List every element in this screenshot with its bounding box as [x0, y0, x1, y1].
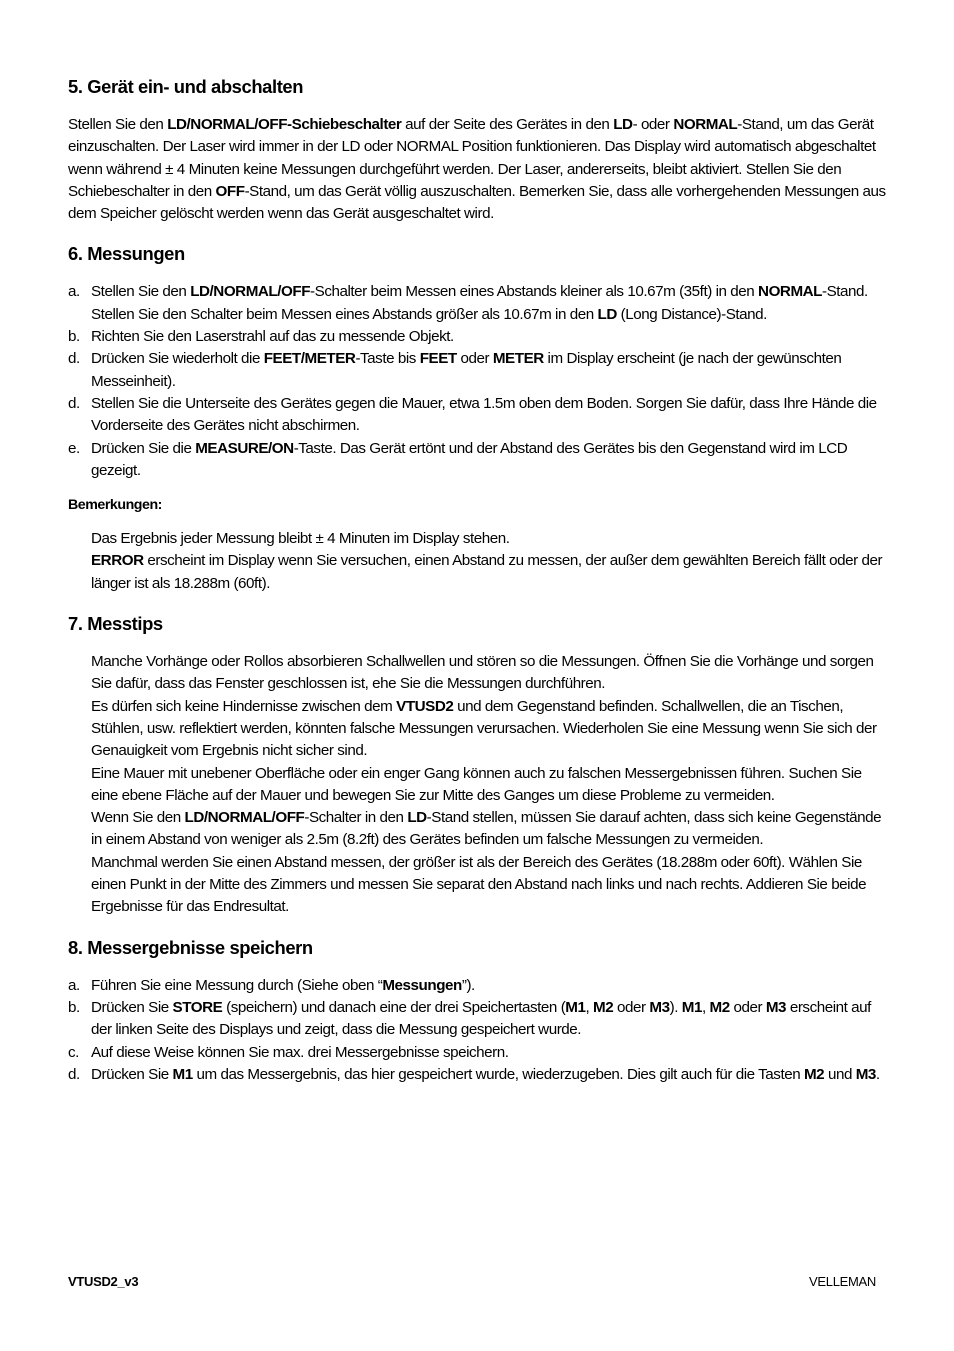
list-item: d. Drücken Sie wiederholt die FEET/METER-Taste bis FEET oder METER im Display erscheint (je nach der gewünschten Messeinheit). [68, 350, 842, 390]
section-5-paragraph: Stellen Sie den LD/NORMAL/OFF-Schiebeschalter auf der Seite des Gerätes in den LD- oder NORMAL-Stand, um das Gerät einzuschalten. Der Laser wird immer in der LD oder NORMAL Position funktionieren. Das Display wird automatisch abgeschaltet wenn während ± 4 Minuten keine Messungen durchgeführt werden. Der Laser, andererseits, bleibt aktiviert. Stellen Sie den Schiebeschalter in den OFF-Stand, um das Gerät völlig auszuschalten. Bemerken Sie, dass alle vorhergehenden Messungen aus dem Speicher gelöscht werden wenn das Gerät ausgeschaltet wird. [68, 116, 886, 223]
measurement-steps-list [68, 281, 888, 482]
list-item: c. Auf diese Weise können Sie max. drei Messergebnisse speichern. [68, 1043, 509, 1061]
list-item: b. Drücken Sie STORE (speichern) und danach eine der drei Speichertasten (M1, M2 oder M3). M1, M2 oder M3 erscheint auf der linken Seite des Displays und zeigt, dass die Messung gespeichert wurde. [68, 998, 871, 1039]
tip-paragraph: Manchmal werden Sie einen Abstand messen, der größer ist als der Bereich des Gerätes (18.288m oder 60ft). Wählen Sie einen Punkt in der Mitte des Zimmers und messen Sie separat den Abstand nach links und nach rechts. Addieren Sie beide Ergebnisse für das Endresultat. [91, 853, 867, 916]
list-item: a. Führen Sie eine Messung durch (Siehe oben “Messungen”). [68, 976, 475, 994]
list-item: e. Drücken Sie die MEASURE/ON-Taste. Das Gerät ertönt und der Abstand des Gerätes bis den Gegenstand wird im LCD gezeigt. [68, 439, 848, 479]
remarks-heading: Bemerkungen: [68, 497, 162, 514]
list-item: a. Stellen Sie den LD/NORMAL/OFF-Schalter beim Messen eines Abstands kleiner als 10.67m (35ft) in den NORMAL-Stand. Stellen Sie den Schalter beim Messen eines Abstands größer als 10.67m in den LD (Long Distance)-Stand. [68, 283, 868, 323]
list-item: d. Drücken Sie M1 um das Messergebnis, das hier gespeichert wurde, wiederzugeben. Dies gilt auch für die Tasten M2 und M3. [68, 1065, 880, 1083]
footer-doc-id: VTUSD2_v3 [68, 1274, 139, 1289]
list-item: b. Richten Sie den Laserstrahl auf das zu messende Objekt. [68, 328, 454, 346]
remark-text: ERROR erscheint im Display wenn Sie versuchen, einen Abstand zu messen, der außer dem gewählten Bereich fällt oder der länger ist als 18.288m (60ft). [91, 552, 883, 592]
tips-block [68, 651, 888, 919]
tip-paragraph: Eine Mauer mit unebener Oberfläche oder ein enger Gang können auch zu falschen Messergebnissen führen. Suchen Sie eine ebene Fläche auf der Mauer und bewegen Sie zur Mitte des Ganges um diese Probleme zu vermeiden. [91, 764, 862, 804]
section-5-heading: 5. Gerät ein- und abschalten [68, 76, 304, 97]
store-steps-list [68, 975, 888, 1086]
footer-brand: VELLEMAN [809, 1274, 876, 1289]
tip-paragraph: Es dürfen sich keine Hindernisse zwischen dem VTUSD2 und dem Gegenstand befinden. Schallwellen, die an Tischen, Stühlen, usw. reflektiert werden, könnten falsche Messungen verursachen. Wiederholen Sie eine Messung wenn Sie sich der Genauigkeit vom Ergebnis nicht sicher sind. [91, 697, 877, 760]
document-page [68, 72, 888, 1086]
remarks-block [68, 528, 888, 595]
section-6-heading: 6. Messungen [68, 243, 185, 265]
tip-paragraph: Wenn Sie den LD/NORMAL/OFF-Schalter in den LD-Stand stellen, müssen Sie darauf achten, dass sich keine Gegenstände in einem Abstand von weniger als 2.5m (8.2ft) des Gerätes befinden um falsche Messungen zu vermeiden. [91, 809, 882, 849]
list-item: d. Stellen Sie die Unterseite des Gerätes gegen die Mauer, etwa 1.5m oben dem Boden. Sorgen Sie dafür, dass Ihre Hände die Vorderseite des Gerätes nicht abschirmen. [68, 394, 877, 435]
section-8-heading: 8. Messergebnisse speichern [68, 936, 313, 958]
tip-paragraph: Manche Vorhänge oder Rollos absorbieren Schallwellen und stören so die Messungen. Öffnen Sie die Vorhänge und sorgen Sie dafür, dass das Fenster geschlossen ist, ehe Sie die Messungen durchführen. [91, 653, 874, 693]
section-7-heading: 7. Messtips [68, 613, 163, 635]
remark-text: Das Ergebnis jeder Messung bleibt ± 4 Minuten im Display stehen. [91, 530, 510, 548]
